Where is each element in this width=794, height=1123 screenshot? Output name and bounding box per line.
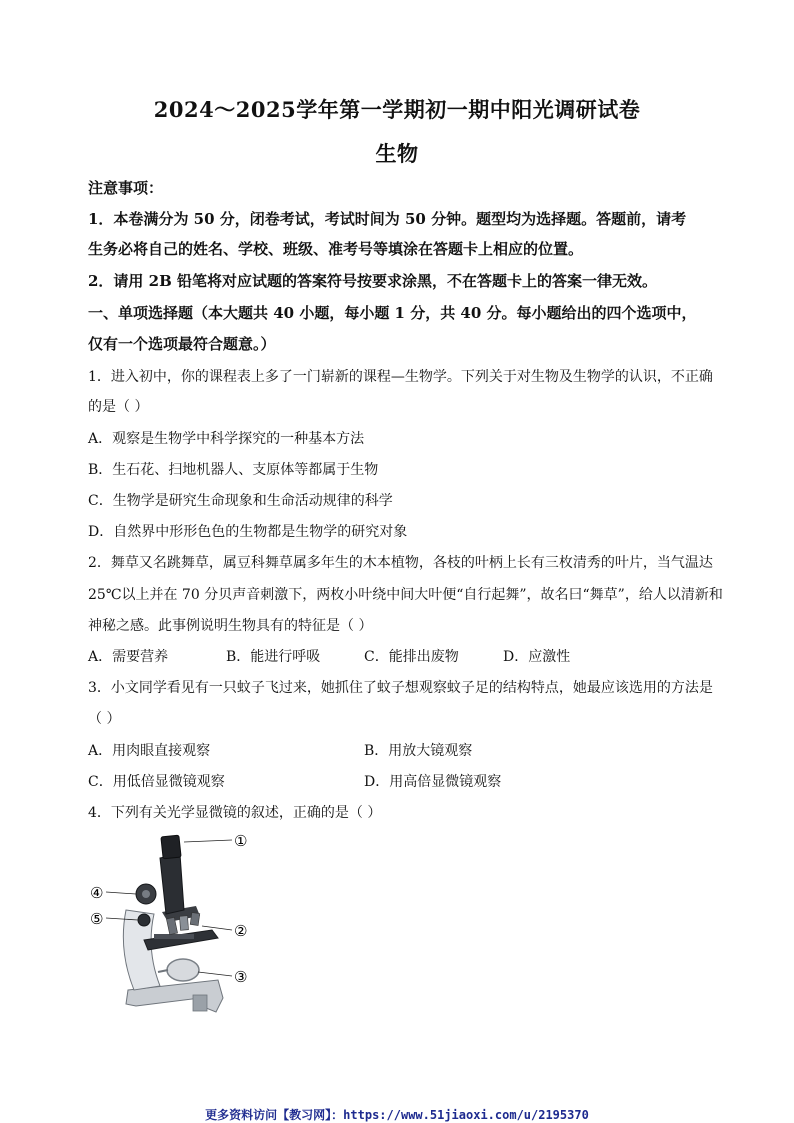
q2-stem-line-3: 神秘之感。此事例说明生物具有的特征是（ ）	[88, 618, 373, 634]
q3-option-c: C．用低倍显微镜观察	[88, 774, 225, 790]
q3-option-d: D．用高倍显微镜观察	[364, 774, 502, 790]
notes-heading: 注意事项：	[88, 179, 164, 197]
note-item-1-line-1: 1．本卷满分为 50 分，闭卷考试，考试时间为 50 分钟。题型均为选择题。答题前，请考	[88, 210, 687, 228]
microscope-mirror	[167, 959, 199, 981]
microscope-eyepiece	[161, 835, 181, 859]
q2-stem-line-1: 2．舞草又名跳舞草，属豆科舞草属多年生的木本植物，各枝的叶柄上长有三枚清秀的叶片，当气温达	[88, 555, 713, 571]
note-item-2: 2．请用 2B 铅笔将对应试题的答案符号按要求涂黑，不在答题卡上的答案一律无效。	[88, 272, 658, 290]
note-item-1-line-2: 生务必将自己的姓名、学校、班级、准考号等填涂在答题卡上相应的位置。	[88, 240, 584, 258]
figure-label-1: ①	[234, 832, 248, 850]
figure-label-2: ②	[234, 922, 248, 940]
section-heading-line-2: 仅有一个选项最符合题意。）	[88, 335, 276, 353]
figure-label-4: ④	[90, 884, 104, 902]
figure-label-3: ③	[234, 968, 248, 986]
q1-option-a: A．观察是生物学中科学探究的一种基本方法	[88, 431, 365, 447]
q1-option-c: C．生物学是研究生命现象和生命活动规律的科学	[88, 493, 393, 509]
fine-focus-knob	[138, 914, 150, 926]
q1-stem-line-2: 的是（ ）	[88, 399, 149, 415]
q2-option-a: A．需要营养	[88, 649, 169, 665]
q2-option-d: D．应激性	[503, 649, 571, 665]
footer-link[interactable]: 更多资料访问【教习网】：https://www.51jiaoxi.com/u/2195370	[205, 1108, 589, 1122]
q1-stem-line-1: 1．进入初中，你的课程表上多了一门崭新的课程—生物学。下列关于对生物及生物学的认识，不正确	[88, 369, 713, 385]
q3-stem-line-1: 3．小文同学看见有一只蚊子飞过来，她抓住了蚊子想观察蚊子足的结构特点，她最应该选用的方法是	[88, 680, 713, 696]
q3-stem-line-2: （ ）	[88, 711, 121, 727]
microscope-figure	[88, 830, 268, 1030]
q3-option-b: B．用放大镜观察	[364, 743, 473, 759]
subject-title: 生物	[375, 141, 419, 166]
q2-stem-line-2: 25℃以上并在 70 分贝声音刺激下，两枚小叶绕中间大叶便“自行起舞”，故名曰“舞草”，给人以清新和	[88, 587, 723, 603]
q1-option-d: D．自然界中形形色色的生物都是生物学的研究对象	[88, 524, 408, 540]
page-title: 2024～2025学年第一学期初一期中阳光调研试卷	[153, 97, 641, 122]
section-heading-line-1: 一、单项选择题（本大题共 40 小题，每小题 1 分，共 40 分。每小题给出的四个选项中，	[88, 304, 697, 322]
q3-option-a: A．用肉眼直接观察	[88, 743, 211, 759]
q1-option-b: B．生石花、扫地机器人、支原体等都属于生物	[88, 462, 379, 478]
figure-label-5: ⑤	[90, 910, 104, 928]
q4-stem-line-1: 4．下列有关光学显微镜的叙述，正确的是（ ）	[88, 805, 382, 821]
q2-option-c: C．能排出废物	[364, 649, 459, 665]
q2-option-b: B．能进行呼吸	[226, 649, 321, 665]
microscope-tube	[160, 854, 184, 914]
microscope-stage	[144, 930, 218, 950]
